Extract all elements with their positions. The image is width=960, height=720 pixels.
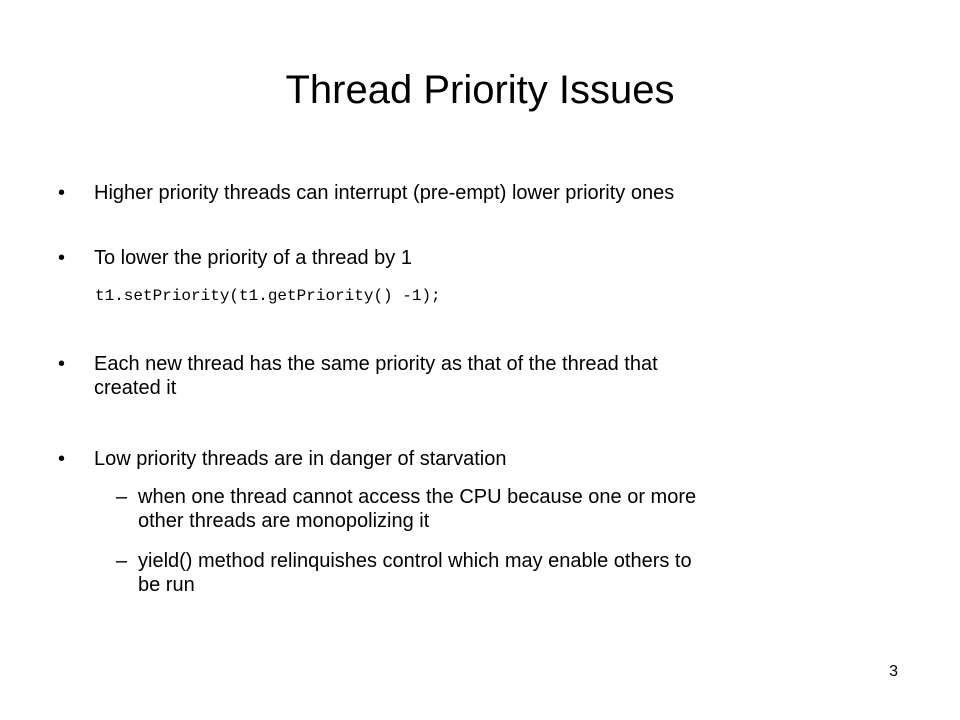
bullet-marker: • — [58, 353, 66, 375]
sub-bullet-2-text-line-2: be run — [138, 574, 195, 596]
slide-title: Thread Priority Issues — [285, 68, 675, 112]
bullet-3-text-line-2: created it — [94, 377, 177, 399]
bullet-4-text: Low priority threads are in danger of starvation — [94, 448, 507, 470]
bullet-2-text: To lower the priority of a thread by 1 — [94, 247, 412, 269]
slide-number: 3 — [889, 663, 898, 680]
sub-bullet-marker: – — [116, 486, 128, 508]
bullet-1-text: Higher priority threads can interrupt (pre-empt) lower priority ones — [94, 182, 675, 204]
bullet-marker: • — [58, 247, 66, 269]
bullet-marker: • — [58, 182, 66, 204]
code-snippet: t1.setPriority(t1.getPriority() -1); — [95, 287, 441, 305]
sub-bullet-1-text-line-1: when one thread cannot access the CPU because one or more — [138, 486, 697, 508]
bullet-3-text-line-1: Each new thread has the same priority as that of the thread that — [94, 353, 658, 375]
sub-bullet-2-text-line-1: yield() method relinquishes control which may enable others to — [138, 550, 692, 572]
sub-bullet-marker: – — [116, 550, 128, 572]
bullet-marker: • — [58, 448, 66, 470]
sub-bullet-1-text-line-2: other threads are monopolizing it — [138, 510, 430, 532]
